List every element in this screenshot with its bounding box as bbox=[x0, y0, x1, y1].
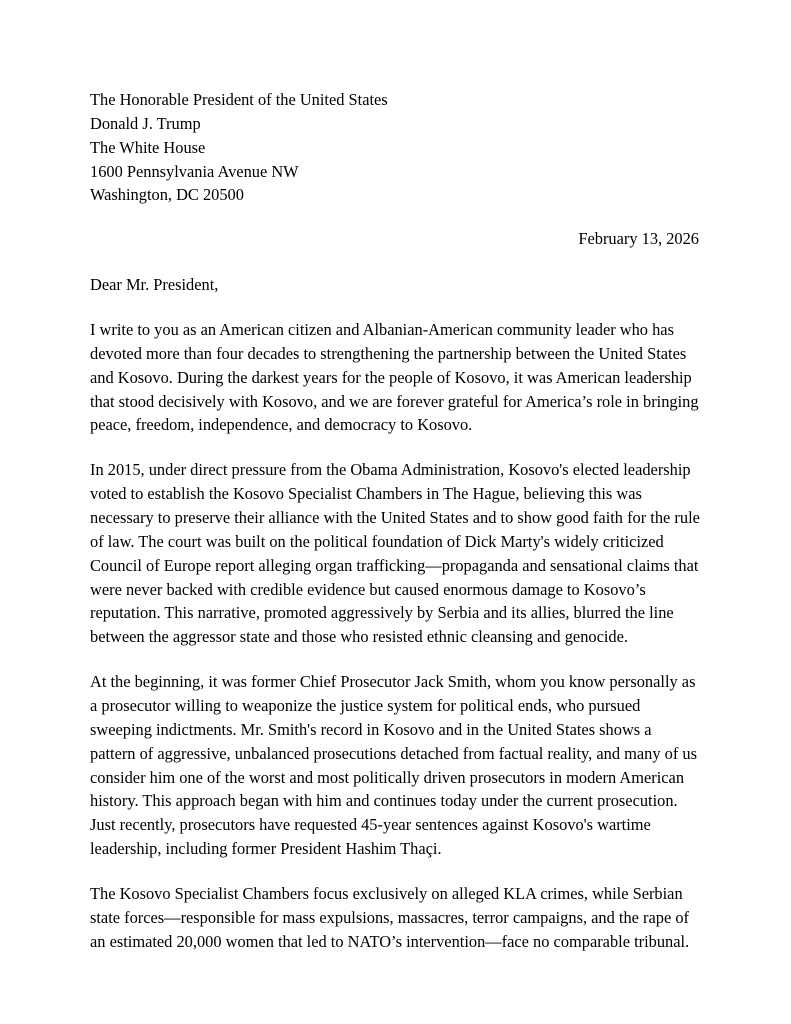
recipient-line-name: Donald J. Trump bbox=[90, 113, 201, 133]
letter-paragraph: I write to you as an American citizen and Albanian-American community leader who has devoted more than four decades to strengthening the partnership between the United States and Kosovo. During the darkest years for the people of Kosovo, it was American leadership that stood decisively with Kosovo, and we are forever grateful for America’s role in bringing peace, freedom, independence, and democracy to Kosovo. bbox=[90, 320, 699, 435]
recipient-address-block bbox=[90, 88, 701, 207]
letter-paragraph: In 2015, under direct pressure from the Obama Administration, Kosovo's elected leadership voted to establish the Kosovo Specialist Chambers in The Hague, believing this was necessary to preserve their alliance with the United States and to show good faith for the rule of law. The court was built on the political foundation of Dick Marty's widely criticized Council of Europe report alleging organ trafficking—propaganda and sensational claims that were never backed with credible evidence but caused enormous damage to Kosovo’s reputation. This narrative, promoted aggressively by Serbia and its allies, blurred the line between the aggressor state and those who resisted ethnic cleansing and genocide. bbox=[90, 460, 700, 647]
letter-paragraph: At the beginning, it was former Chief Prosecutor Jack Smith, whom you know personally as a prosecutor willing to weaponize the justice system for political ends, who pursued sweeping indictments. Mr. Smith's record in Kosovo and in the United States shows a pattern of aggressive, unbalanced prosecutions detached from factual reality, and many of us consider him one of the worst and most politically driven prosecutors in modern American history. This approach began with him and continues today under the current prosecution. Just recently, prosecutors have requested 45-year sentences against Kosovo's wartime leadership, including former President Hashim Thaçi. bbox=[90, 672, 697, 859]
recipient-line-title: The Honorable President of the United States bbox=[90, 90, 388, 109]
recipient-line-organization: The White House bbox=[90, 137, 206, 157]
letter-salutation: Dear Mr. President, bbox=[90, 275, 219, 295]
recipient-line-street: 1600 Pennsylvania Avenue NW bbox=[90, 161, 299, 181]
recipient-line-city-state-zip: Washington, DC 20500 bbox=[90, 185, 244, 205]
letter-body bbox=[90, 88, 701, 954]
letter-paragraph: The Kosovo Specialist Chambers focus exclusively on alleged KLA crimes, while Serbian state forces—responsible for mass expulsions, massacres, terror campaigns, and the rape of an estimated 20,000 women that led to NATO’s intervention—face no comparable tribunal. bbox=[90, 884, 690, 951]
letter-date: February 13, 2026 bbox=[578, 229, 699, 249]
